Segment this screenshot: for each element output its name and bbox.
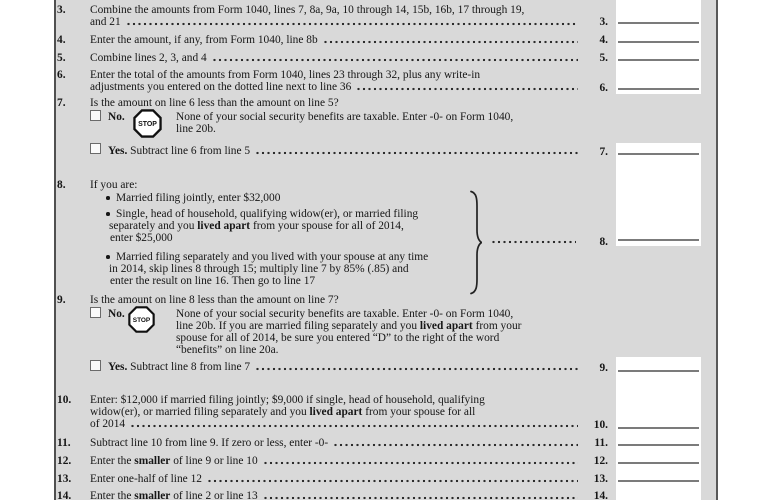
line-10-text (90, 406, 475, 418)
text-segment: widow(er), or married filing separately and you (90, 406, 310, 418)
text-segment-bold: lived apart (419, 320, 473, 332)
line-12-leader-row (90, 455, 580, 467)
line-8-bullet-2 (109, 220, 404, 232)
dotted-leader (213, 58, 578, 62)
text-segment: Enter the (90, 455, 135, 467)
line-12-entry-field[interactable] (618, 452, 699, 464)
line-9-yes-instruction: Subtract line 8 from line 7 (130, 361, 251, 373)
line-10-ref: 10. (593, 419, 608, 431)
stop-icon (133, 109, 162, 138)
bullet-icon (106, 196, 110, 200)
dotted-leader (357, 87, 578, 91)
line-9-no-text (176, 320, 521, 332)
dotted-leader (264, 461, 578, 465)
line-4-text: Enter the amount, if any, from Form 1040, line 8b (90, 34, 318, 46)
line-7-yes-row (108, 145, 580, 157)
line-7-no-checkbox[interactable] (90, 110, 101, 121)
line-8-entry-field[interactable] (618, 229, 699, 241)
line-3-text: Combine the amounts from Form 1040, lines 7, 8a, 9a, 10 through 14, 15b, 16b, 17 through 19, (90, 4, 525, 16)
line-3-leader-row (90, 16, 580, 28)
text-segment: Enter the (90, 490, 135, 500)
line-5-entry-field[interactable] (618, 49, 699, 61)
line-8-bullet-3: in 2014, skip lines 8 through 15; multiply line 7 by 85% (.85) and (109, 263, 409, 275)
text-segment-bold: smaller (134, 455, 171, 467)
dotted-leader (334, 443, 578, 447)
line-9-ref: 9. (599, 362, 608, 374)
line-13-ref: 13. (593, 473, 608, 485)
line-8-intro: If you are: (90, 179, 138, 191)
line-6-ref: 6. (599, 82, 608, 94)
text-segment-bold: lived apart (309, 406, 363, 418)
line-8-bullet-3: enter the result on line 16. Then go to line 17 (110, 275, 316, 287)
line-3-text: and 21 (90, 16, 121, 28)
line-6-text: Enter the total of the amounts from Form 1040, lines 23 through 32, plus any write-in (90, 69, 481, 81)
line-7-no-text: line 20b. (176, 123, 216, 135)
line-13-entry-field[interactable] (618, 470, 699, 482)
line-7-number: 7. (57, 97, 66, 109)
line-7-entry-field[interactable] (618, 143, 699, 155)
text-segment: separately and you (109, 220, 198, 232)
svg-text:STOP: STOP (138, 121, 157, 129)
line-13-leader-row (90, 473, 580, 485)
line-4-number: 4. (57, 34, 66, 46)
line-10-entry-field[interactable] (618, 417, 699, 429)
line-4-ref: 4. (599, 34, 608, 46)
line-6-entry-field[interactable] (618, 78, 699, 90)
text-segment: line 20b. If you are married filing separately and you (176, 320, 420, 332)
line-5-text: Combine lines 2, 3, and 4 (90, 52, 207, 64)
line-8-bullet-3: Married filing separately and you lived with your spouse at any time (116, 251, 429, 263)
line-9-no-text: None of your social security benefits are taxable. Enter -0- on Form 1040, (176, 308, 514, 320)
dotted-leader (131, 424, 578, 428)
line-14-leader-row (90, 490, 580, 500)
line-3-ref: 3. (599, 16, 608, 28)
line-8-ref: 8. (599, 236, 608, 248)
dotted-leader (256, 367, 578, 371)
line-9-no-text: “benefits” on line 20a. (176, 344, 279, 356)
line-6-text: adjustments you entered on the dotted line next to line 36 (90, 81, 352, 93)
line-9-no-checkbox[interactable] (90, 307, 101, 318)
line-5-number: 5. (57, 52, 66, 64)
svg-text:STOP: STOP (132, 317, 151, 325)
line-12-number: 12. (57, 455, 72, 467)
line-9-yes-row (108, 361, 580, 373)
brace-icon (470, 190, 482, 295)
line-9-no-label: No. (108, 308, 125, 320)
line-12-text (90, 455, 258, 467)
line-7-no-label: No. (108, 111, 125, 123)
text-segment: from your (472, 320, 522, 332)
line-10-text: of 2014 (90, 418, 126, 430)
line-13-number: 13. (57, 473, 72, 485)
line-9-yes-checkbox[interactable] (90, 360, 101, 371)
bullet-icon (106, 255, 110, 259)
line-10-leader-row (90, 418, 580, 430)
line-11-entry-field[interactable] (618, 434, 699, 446)
line-7-question: Is the amount on line 6 less than the amount on line 5? (90, 97, 339, 109)
dotted-leader (256, 151, 578, 155)
text-segment: of line 2 or line 13 (170, 490, 258, 500)
line-7-no-text: None of your social security benefits are taxable. Enter -0- on Form 1040, (176, 111, 514, 123)
line-7-ref: 7. (599, 146, 608, 158)
line-3-entry-field[interactable] (618, 12, 699, 24)
line-4-entry-field[interactable] (618, 31, 699, 43)
line-8-bullet-2: enter $25,000 (110, 232, 173, 244)
line-6-number: 6. (57, 69, 66, 81)
line-7-yes-checkbox[interactable] (90, 143, 101, 154)
line-8-bullet-2: Single, head of household, qualifying widow(er), or married filing (116, 208, 419, 220)
line-9-no-text: spouse for all of 2014, be sure you entered “D” to the right of the word (176, 332, 500, 344)
line-8-number: 8. (57, 179, 66, 191)
line-7-yes-instruction: Subtract line 6 from line 5 (130, 145, 251, 157)
text-segment: from your spouse for all of 2014, (250, 220, 404, 232)
line-9-entry-field[interactable] (618, 360, 699, 372)
stop-icon (128, 306, 155, 333)
line-11-ref: 11. (594, 437, 608, 449)
text-segment: from your spouse for all (362, 406, 476, 418)
line-14-text (90, 490, 258, 500)
line-11-leader-row (90, 437, 580, 449)
text-segment-bold: lived apart (197, 220, 251, 232)
line-13-text: Enter one-half of line 12 (90, 473, 202, 485)
line-8-bullet-1: Married filing jointly, enter $32,000 (116, 192, 281, 204)
line-3-number: 3. (57, 4, 66, 16)
dotted-leader (492, 240, 576, 244)
line-10-text: Enter: $12,000 if married filing jointly; $9,000 if single, head of household, qualifying (90, 394, 485, 406)
dotted-leader (208, 479, 578, 483)
text-segment: of line 9 or line 10 (170, 455, 258, 467)
line-5-leader-row (90, 52, 580, 64)
line-6-leader-row (90, 81, 580, 93)
bullet-icon (106, 212, 110, 216)
line-9-question: Is the amount on line 8 less than the amount on line 7? (90, 294, 339, 306)
line-9-number: 9. (57, 294, 66, 306)
line-11-text: Subtract line 10 from line 9. If zero or less, enter -0- (90, 437, 329, 449)
line-11-number: 11. (57, 437, 71, 449)
dotted-leader (264, 496, 578, 500)
line-10-number: 10. (57, 394, 72, 406)
dotted-leader (127, 22, 578, 26)
line-5-ref: 5. (599, 52, 608, 64)
dotted-leader (324, 40, 578, 44)
line-9-yes-label: Yes. (108, 361, 128, 373)
line-12-ref: 12. (593, 455, 608, 467)
line-14-ref: 14. (593, 490, 608, 500)
line-7-yes-text (108, 145, 250, 157)
line-14-number: 14. (57, 490, 72, 500)
line-7-yes-label: Yes. (108, 145, 128, 157)
line-4-leader-row (90, 34, 580, 46)
line-9-yes-text (108, 361, 250, 373)
text-segment-bold: smaller (134, 490, 171, 500)
